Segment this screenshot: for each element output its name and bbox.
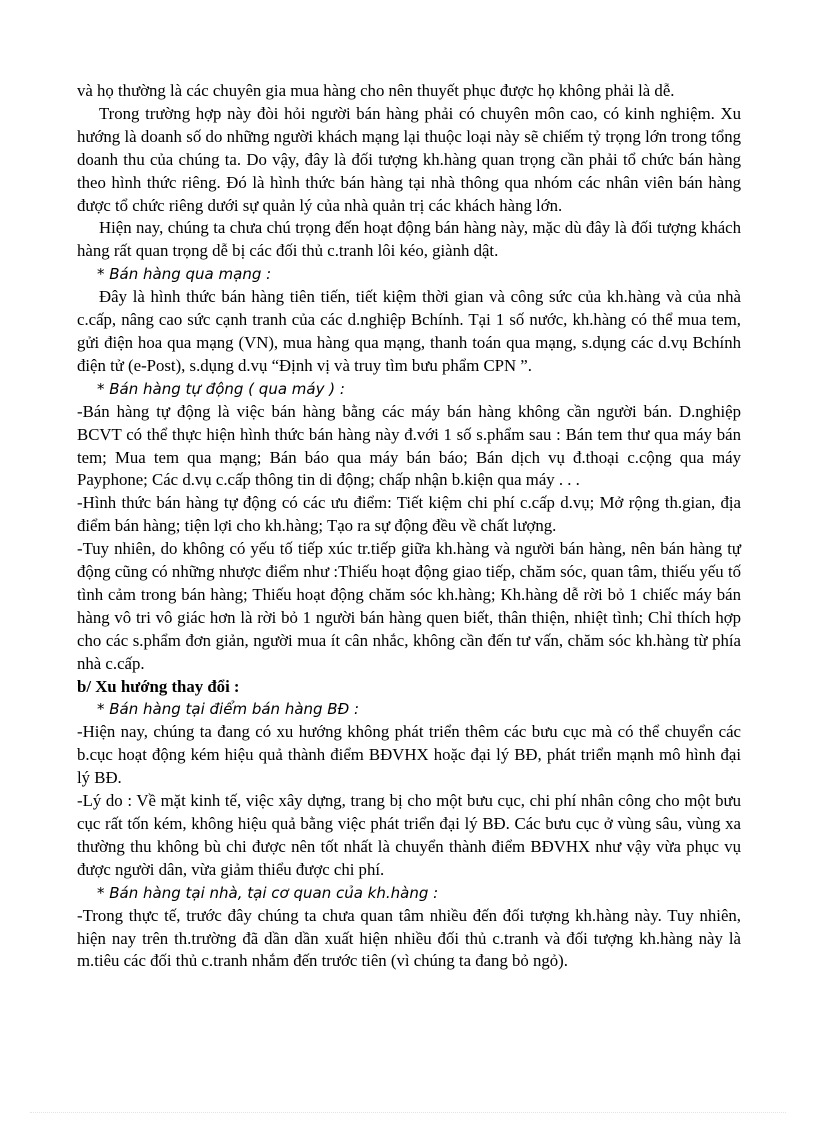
paragraph: -Bán hàng tự động là việc bán hàng bằng các máy bán hàng không cần người bán. D.nghiệp BCVT có thể thực hiện hình thức bán hàng này đ.với 1 số s.phẩm sau : Bán tem thư qua máy bán tem; Mua tem qua mạng; Bán báo qua máy bán báo; Bán dịch vụ đ.thoại c.cộng qua máy Payphone; Các d.vụ c.cấp thông tin di động; chấp nhận b.kiện qua máy . . .: [77, 401, 741, 490]
paragraph: và họ thường là các chuyên gia mua hàng cho nên thuyết phục được họ không phải là dễ.: [77, 81, 675, 100]
subsection-heading: * Bán hàng tại nhà, tại cơ quan của kh.hàng :: [97, 883, 439, 902]
section-heading: b/ Xu hướng thay đổi :: [77, 676, 240, 696]
page-bottom-divider: [30, 1112, 786, 1113]
paragraph: -Tuy nhiên, do không có yếu tố tiếp xúc tr.tiếp giữa kh.hàng và người bán hàng, nên bán hàng tự động cũng có những nhược điểm như :Thiếu hoạt động giao tiếp, chăm sóc, quan tâm, thiếu yếu tố tình cảm trong bán hàng; Thiếu hoạt động chăm sóc kh.hàng; Kh.hàng dễ rời bỏ 1 chiếc máy bán hàng vô tri vô giác hơn là rời bỏ 1 người bán hàng quen biết, thân thiện, nhiệt tình; Chỉ thích hợp cho các s.phẩm đơn giản, người mua ít cân nhắc, không cần đến tư vấn, chăm sóc kh.hàng từ phía nhà c.cấp.: [77, 539, 741, 673]
paragraph: -Lý do : Về mặt kinh tế, việc xây dựng, trang bị cho một bưu cục, chi phí nhân công cho một bưu cục rất tốn kém, không hiệu quả bằng việc phát triển đại lý BĐ. Các bưu cục ở vùng sâu, vùng xa thường thu không bù chi được nên tốt nhất là chuyển thành điểm BĐVHX như vậy vừa phục vụ được người dân, vừa giảm thiểu được chi phí.: [77, 791, 741, 879]
paragraph: Trong trường hợp này đòi hỏi người bán hàng phải có chuyên môn cao, có kinh nghiệm. Xu hướng là doanh số do những người khách mạng lại thuộc loại này sẽ chiếm tỷ trọng lớn trong tổng doanh thu của chúng ta. Do vậy, đây là đối tượng kh.hàng quan trọng cần phải tổ chức bán hàng theo hình thức riêng. Đó là hình thức bán hàng tại nhà thông qua nhóm các nhân viên bán hàng được tổ chức riêng dưới sự quản lý của nhà quản trị các khách hàng lớn.: [77, 103, 741, 215]
document-page: [77, 80, 741, 973]
paragraph: Hiện nay, chúng ta chưa chú trọng đến hoạt động bán hàng này, mặc dù đây là đối tượng khách hàng rất quan trọng dễ bị các đối thủ c.tranh lôi kéo, giành dật.: [77, 218, 741, 261]
paragraph: -Trong thực tế, trước đây chúng ta chưa quan tâm nhiều đến đối tượng kh.hàng này. Tuy nhiên, hiện nay trên th.trường đã dần dần xuất hiện nhiều đối thủ c.tranh và đối tượng kh.hàng này là m.tiêu các đối thủ c.tranh nhắm đến trước tiên (vì chúng ta đang bỏ ngỏ).: [77, 905, 741, 971]
paragraph: -Hiện nay, chúng ta đang có xu hướng không phát triển thêm các bưu cục mà có thể chuyển các b.cục hoạt động kém hiệu quả thành điểm BĐVHX hoặc đại lý BĐ, phát triển mạnh mô hình đại lý BĐ.: [77, 722, 741, 788]
subsection-heading: * Bán hàng qua mạng :: [97, 265, 272, 284]
paragraph: -Hình thức bán hàng tự động có các ưu điểm: Tiết kiệm chi phí c.cấp d.vụ; Mở rộng th.gian, địa điểm bán hàng; tiện lợi cho kh.hàng; Tạo ra sự động đều về chất lượng.: [77, 493, 741, 536]
paragraph: Đây là hình thức bán hàng tiên tiến, tiết kiệm thời gian và công sức của kh.hàng và của nhà c.cấp, nâng cao sức cạnh tranh của các d.nghiệp Bchính. Tại 1 số nước, kh.hàng có thể mua tem, gửi điện hoa qua mạng (VN), mua hàng qua mạng, thanh toán qua mạng, s.dụng các d.vụ Bchính điện tử (e-Post), s.dụng d.vụ “Định vị và truy tìm bưu phẩm CPN ”.: [77, 287, 741, 375]
subsection-heading: * Bán hàng tại điểm bán hàng BĐ :: [97, 700, 360, 719]
subsection-heading: * Bán hàng tự động ( qua máy ) :: [97, 379, 345, 398]
